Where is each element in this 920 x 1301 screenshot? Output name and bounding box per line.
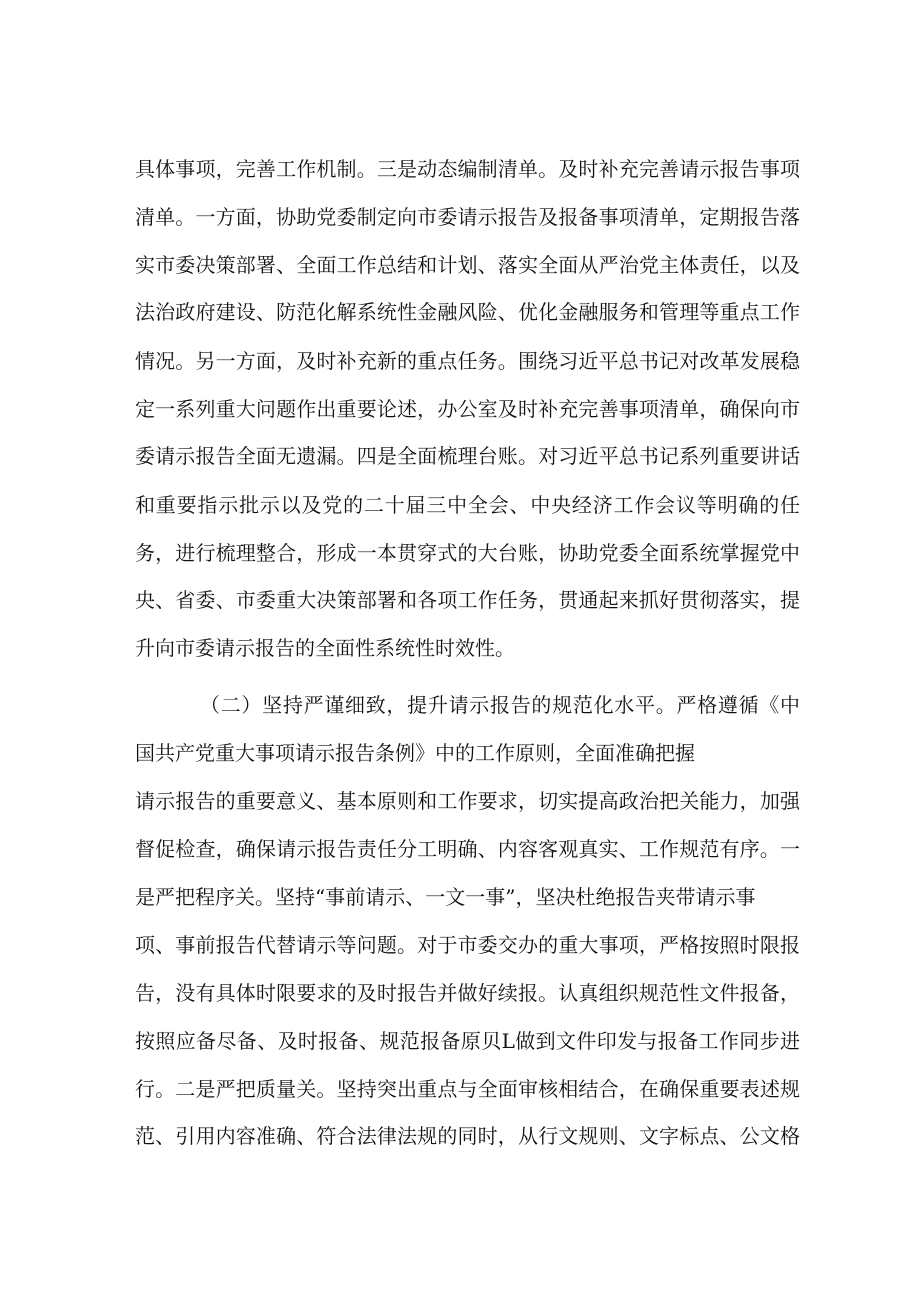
paragraph-1-line-3: 实市委决策部署、全面工作总结和计划、落实全面从严治党主体责任，以及 <box>135 253 800 277</box>
paragraph-1-line-8: 和重要指示批示以及党的二十届三中全会、中央经济工作会议等明确的任 <box>135 493 800 517</box>
paragraph-2-line-7: 告，没有具体时限要求的及时报告并做好续报。认真组织规范性文件报备， <box>135 981 800 1005</box>
paragraph-1-line-7: 委请示报告全面无遗漏。四是全面梳理台账。对习近平总书记系列重要讲话 <box>135 444 800 468</box>
paragraph-2-line-6: 项、事前报告代替请示等问题。对于市委交办的重大事项，严格按照时限报 <box>135 933 800 957</box>
paragraph-2-line-5: 是严把程序关。坚持“事前请示、一文一事”，坚决杜绝报告夹带请示事 <box>135 885 756 909</box>
paragraph-1-line-11: 升向市委请示报告的全面性系统性时效性。 <box>135 636 515 660</box>
paragraph-1-line-6: 定一系列重大问题作出重要论述，办公室及时补充完善事项清单，确保向市 <box>135 397 800 421</box>
paragraph-2-line-1: （二）坚持严谨细致，提升请示报告的规范化水平。严格遵循《中 <box>200 693 800 717</box>
paragraph-2-line-8: 按照应备尽备、及时报备、规范报备原贝L做到文件印发与报备工作同步进 <box>135 1029 800 1053</box>
paragraph-1-line-10: 央、省委、市委重大决策部署和各项工作任务，贯通起来抓好贯彻落实，提 <box>135 588 800 612</box>
paragraph-2-line-10: 范、引用内容准确、符合法律法规的同时，从行文规则、文字标点、公文格 <box>135 1124 800 1148</box>
paragraph-1-line-9: 务，进行梳理整合，形成一本贯穿式的大台账，协助党委全面系统掌握党中 <box>135 541 800 565</box>
paragraph-1-line-2: 清单。一方面，协助党委制定向市委请示报告及报备事项清单，定期报告落 <box>135 205 800 229</box>
paragraph-2-line-9: 行。二是严把质量关。坚持突出重点与全面审核相结合，在确保重要表述规 <box>135 1077 800 1101</box>
paragraph-2-line-4: 督促检查，确保请示报告责任分工明确、内容客观真实、工作规范有序。一 <box>135 837 800 861</box>
paragraph-1-line-4: 法治政府建设、防范化解系统性金融风险、优化金融服务和管理等重点工作 <box>135 300 800 324</box>
paragraph-2-line-3: 请示报告的重要意义、基本原则和工作要求，切实提高政治把关能力，加强 <box>135 789 800 813</box>
paragraph-2-line-2: 国共产党重大事项请示报告条例》中的工作原则，全面准确把握 <box>135 741 695 765</box>
paragraph-1-line-1: 具体事项，完善工作机制。三是动态编制清单。及时补充完善请示报告事项 <box>135 157 800 181</box>
paragraph-1-line-5: 情况。另一方面，及时补充新的重点任务。围绕习近平总书记对改革发展稳 <box>135 349 800 373</box>
